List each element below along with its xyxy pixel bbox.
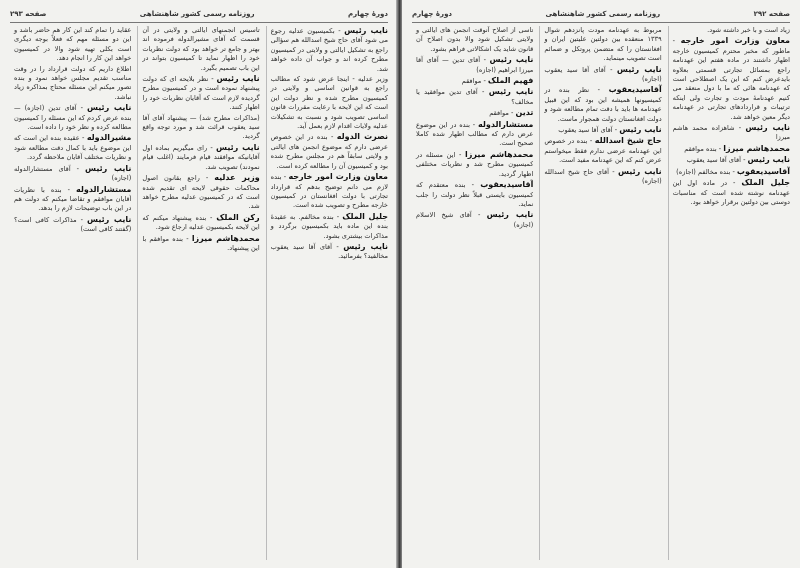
paragraph-text: (مذاکرات مطرح شد) — پیشنهاد آقای آقا سید یعقوب قرائت شد و مورد توجه واقع گردید. — [142, 113, 260, 141]
paragraph — [544, 26, 661, 64]
paragraph-text: بنده در این خصوص عرضی دارم که موضوع انجمن های ایالتی و ولایتی سابقاً هم در مجلس مطرح شده بود و کمیسیون آن را مطالعه کرده است. — [270, 133, 388, 170]
paragraph: رکن الملک - بنده پیشنهاد میکنم که این لایحه بکمیسیون عدلیه ارجاع شود. — [142, 212, 260, 232]
paragraph-text: مربوط به عهدنامه مودت پانزدهم شوال ۱۳۳۹ منعقده بین دولتین علیتین ایران و افغانستان را که متضمن پروتکل و ضمائم است تصویب مینماید. — [544, 26, 662, 63]
paragraph — [142, 114, 259, 142]
paragraph-text: بنده معتقدم که کمیسیون بایستی قبلاً نظر دولت را جلب نماید. — [416, 181, 534, 208]
speaker-name: مستشارالدوله — [76, 184, 132, 194]
speaker-name: نایب رئیس — [618, 166, 662, 176]
paragraph: نایب رئیس - نظر بلایحه ای که دولت پیشنهاد نموده است و در کمیسیون مطرح گردیده لازم است که آقایان نظریات خود را اظهار کنند. — [142, 74, 260, 112]
paragraph: نایب رئیس - آقای تدین (اجازه) — بنده عرض کردم که این مسئله را کمیسیون مطالعه کرده و نظر خود را داده است. — [14, 103, 132, 132]
paragraph-text: نظر بلایحه ای که دولت پیشنهاد نموده است و در کمیسیون مطرح گردیده لازم است که آقایان نظریات خود را اظهار کنند. — [142, 75, 260, 112]
paragraph-text: آقای شیخ الاسلام (اجازه) — [416, 211, 534, 229]
text-column — [668, 26, 790, 560]
paragraph-text: اطلاع داریم که دولت قرارداد را در وقت مناسب تقدیم مجلس خواهد نمود و بنده تصور میکنم این مسئله محتاج بمذاکره زیاد نباشد. — [14, 64, 132, 101]
paragraph: مشیرالدوله - عقیده بنده این است که این موضوع باید با کمال دقت مطالعه شود و نظریات مختلف آقایان ملاحظه گردد. — [14, 133, 132, 162]
speaker-name: محمدهاشم میرزا — [191, 233, 260, 243]
paragraph: محمدهاشم میرزا - بنده موافقم — [684, 143, 790, 153]
paragraph-text: این مسئله در کمیسیون مطرح شد و نظریات مختلفی اظهار گردید. — [416, 150, 534, 178]
speaker-name: آقاسیدیعقوب — [736, 166, 790, 176]
paragraph-text: وزیر عدلیه - اینجا عرض شود که مطالب راجع به قوانین اساسی و ولایتی در کمیسیون مطرح شده و نظر دولت این است که این لایحه با رعایت مقررات قانون اساسی تصویب شود و نسبت به تشکیلات عدلیه ولایات اقدام لازم بعمل آید. — [270, 75, 388, 131]
paragraph-text: موافقم — [489, 109, 509, 118]
paragraph: معاون وزارت امور خارجه - بنده لازم می دانم توضیح بدهم که قرارداد تجارتی با دولت افغانستان در کمیسیون خارجه مطرح و تصویب شده است. — [270, 172, 388, 210]
paragraph: نصرت الدوله - بنده در این خصوص عرضی دارم که موضوع انجمن های ایالتی و ولایتی سابقاً هم در مجلس مطرح شده بود و کمیسیون آن را مطالعه کرده است. — [270, 132, 388, 170]
paragraph-text: بنده مخالفم. به عقیدهٔ بنده این ماده باید بکمیسیون برگردد و مذاکرات بیشتری بشود. — [270, 212, 388, 240]
paragraph — [14, 65, 131, 103]
session-label: دورهٔ چهارم — [348, 10, 388, 18]
speaker-name: نصرت الدوله — [336, 132, 388, 142]
paragraph-text: بنده مخالفم (اجازه) — [676, 167, 731, 176]
speaker-name: نایب رئیس — [486, 210, 534, 220]
speaker-name: حاج شیخ اسدالله — [594, 136, 662, 146]
speaker-name: نایب رئیس — [343, 241, 388, 251]
paragraph-text: بنده با نظریات آقایان موافقم و تقاضا میکنم که دولت هم در این باب توضیحات لازم را بدهد. — [14, 185, 132, 213]
speaker-name: نایب رئیس — [344, 26, 388, 35]
paragraph-text: شاهزاده محمد هاشم میرزا — [672, 124, 790, 142]
paragraph: نایب رئیس - بکمیسیون عدلیه رجوع می شود آقای حاج شیخ اسدالله هم سؤالی راجع به تشکیل ایالتی و ولایتی در کمیسیون مطرح کرده اند و جواب آن داده خواهد شد. — [270, 26, 388, 73]
paragraph: نایب رئیس - آقای شیخ الاسلام (اجازه) — [416, 210, 534, 229]
paragraph: آقاسیدیعقوب - بنده مخالفم (اجازه) — [676, 166, 790, 176]
paragraph: نایب رئیس - مذاکرات کافی است؟ (گفتند کافی است) — [14, 214, 132, 234]
paragraph-text: آقای تدین — آقای آقا میرزا ابراهیم (اجازه) — [416, 56, 534, 74]
paragraph-text: بنده موافقم با این پیشنهاد. — [142, 234, 260, 252]
paragraph: نایب رئیس - رای میگیریم بماده اول آقایانیکه موافقند قیام فرمایند (اغلب قیام نمودند) تصویب شد. — [142, 142, 260, 171]
speaker-name: وزیر عدلیه — [214, 173, 260, 183]
text-column — [539, 26, 661, 560]
speaker-name: مشیرالدوله — [86, 133, 132, 143]
speaker-name: آقاسیدیعقوب — [480, 180, 534, 190]
page-number: صفحه ۲۹۳ — [10, 10, 47, 18]
paragraph-text: موافقم — [461, 77, 482, 86]
speaker-name: نایب رئیس — [619, 125, 662, 135]
columns — [412, 26, 790, 560]
paragraph-text: بنده لازم می دانم توضیح بدهم که قرارداد تجارتی با دولت افغانستان در کمیسیون خارجه مطرح و تصویب شده است. — [270, 173, 388, 210]
paragraph-text: بنده پیشنهاد میکنم که این لایحه بکمیسیون عدلیه ارجاع شود. — [142, 213, 260, 232]
speaker-name: نایب رئیس — [747, 155, 790, 165]
paragraph-text: آقای آقا سید یعقوب — [558, 126, 613, 135]
paragraph-text: مذاکرات کافی است؟ (گفتند کافی است) — [14, 215, 132, 234]
paragraph-text: آقای آقا سید یعقوب (اجازه) — [544, 65, 662, 84]
paragraph-text: بنده موافقم — [684, 144, 717, 153]
paragraph: محمدهاشم میرزا - این مسئله در کمیسیون مطرح شد و نظریات مختلفی اظهار گردید. — [416, 149, 534, 178]
paragraph: مستشارالدوله - بنده با نظریات آقایان موافقم و تقاضا میکنم که دولت هم در این باب توضیحات لازم را بدهد. — [14, 184, 132, 213]
paragraph-text: تاسی از اصلاح آنوقت انجمن های ایالتی و ولایتی تشکیل شود والا بدون اصلاح آن قانون شاید یک اشکالاتی فراهم بشود. — [416, 26, 534, 53]
paragraph-text: عقاید را تمام کند این کار هم حاضر باشد و این دو مسئله مهم که فعلاً بوجه دیگری است بکلی تهیه شود والا در کمیسیون خواهد این کار را انجام دهد. — [14, 26, 132, 63]
paragraph: نایب رئیس - آقای مستشارالدوله (اجازه) — [14, 163, 132, 183]
speaker-name: نایب رئیس — [86, 103, 132, 113]
paragraph: وزیر عدلیه - راجع بقانون اصول محاکمات حقوقی لایحه ای تقدیم شده است که در کمیسیون عدلیه مطرح خواهد شد. — [142, 173, 260, 211]
paragraph: معاون وزارت امور خارجه - ماطور که مخبر محترم کمیسیون خارجه اظهار داشتند در ماده هفتم این عهدنامه راجع بمسائل تجارتی قسمتی بعلاوه بایدعرض کنم که این یک اصطلاحی است که عهدنامه هائی که ما با دول منعقد می کنیم عهدنامهٔ مودت و تجارت ولی اینکه ترتیبات و قراردادهای تجارتی در عهدنامه دیگر معین خواهد شد. — [672, 36, 790, 121]
speaker-name: نایب رئیس — [216, 74, 260, 84]
paragraph: تدین - موافقم — [489, 108, 534, 118]
speaker-name: معاون وزارت امور خارجه — [288, 172, 388, 182]
speaker-name: رکن الملک — [216, 212, 260, 222]
speaker-name: آقاسیدیعقوب — [608, 85, 662, 95]
paragraph-text: آقای آقا سید یعقوب — [686, 156, 741, 165]
text-column — [10, 26, 131, 560]
paragraph: فهیم الملک - موافقم — [461, 76, 534, 86]
text-column — [266, 26, 388, 560]
journal-title: روزنامه رسمی کشور شاهنشاهی — [139, 10, 255, 18]
page-header — [10, 8, 388, 23]
paragraph-text: بکمیسیون عدلیه رجوع می شود آقای حاج شیخ اسدالله هم سؤالی راجع به تشکیل ایالتی و ولایتی در کمیسیون مطرح کرده اند و جواب آن داده خواهد شد. — [270, 27, 388, 73]
speaker-name: محمدهاشم میرزا — [465, 149, 534, 159]
paragraph-text: رای میگیریم بماده اول آقایانیکه موافقند قیام فرمایند (اغلب قیام نمودند) تصویب شد. — [142, 143, 260, 171]
paragraph: نایب رئیس - آقای آقا سید یعقوب — [558, 125, 662, 135]
paragraph: نایب رئیس - آقای حاج شیخ اسدالله (اجازه) — [544, 166, 662, 186]
paragraph: حاج شیخ اسدالله - بنده در خصوص این عهدنامه عرضی ندارم فقط میخواستم عرض کنم که این عهدنامه مفید است. — [544, 136, 662, 165]
left-page — [0, 0, 398, 568]
paragraph: آقاسیدیعقوب - بنده معتقدم که کمیسیون بایستی قبلاً نظر دولت را جلب نماید. — [416, 180, 534, 208]
speaker-name: معاون وزارت امور خارجه — [680, 36, 790, 46]
speaker-name: نایب رئیس — [85, 163, 132, 173]
paragraph-text: آقای تدین موافقید یا مخالف؟ — [416, 88, 534, 106]
paragraph-text: نظر بنده در کمیسیونها همیشه این بود که این قبیل عهدنامه ها باید با دقت تمام مطالعه شود و دولت افغانستان دولت همجوار ماست. — [544, 86, 662, 123]
text-column — [412, 26, 533, 560]
paragraph-text: آقای تدین (اجازه) — بنده عرض کردم که این مسئله را کمیسیون مطالعه کرده و نظر خود را داده است. — [14, 104, 132, 132]
paragraph: جلیل الملک - در ماده اول این عهدنامه نوشته شده است که مناسبات دوستی بین دولتین برقرار خواهد بود. — [672, 178, 790, 206]
paragraph — [673, 26, 790, 35]
paragraph: آقاسیدیعقوب - نظر بنده در کمیسیونها همیشه این بود که این قبیل عهدنامه ها باید با دقت تمام مطالعه شود و دولت افغانستان دولت همجوار ماست. — [544, 85, 662, 123]
right-page — [402, 0, 800, 568]
paragraph — [416, 26, 533, 54]
paragraph-text: ماطور که مخبر محترم کمیسیون خارجه اظهار داشتند در ماده هفتم این عهدنامه راجع بمسائل تجارتی قسمتی بعلاوه بایدعرض کنم که این یک اصطلاحی است که عهدنامه هائی که ما با دول منعقد می کنیم عهدنامهٔ مودت و تجارت ولی اینکه ترتیبات و قراردادهای تجارتی در عهدنامه دیگر معین خواهد شد. — [672, 46, 790, 121]
page-number: صفحه ۲۹۲ — [753, 10, 790, 18]
paragraph-text: بنده در این موضوع عرض دارم که مطالب اظهار شده کاملا صحیح است. — [416, 120, 534, 148]
paragraph — [271, 75, 388, 131]
journal-title: روزنامه رسمی کشور شاهنشاهی — [545, 10, 661, 18]
speaker-name: مستشارالدوله — [478, 119, 534, 129]
paragraph-text: عقیده بنده این است که این موضوع باید با کمال دقت مطالعه شود و نظریات مختلف آقایان ملاحظه گردد. — [14, 134, 132, 162]
paragraph-text: تاسیس انجمنهای ایالتی و ولایتی در آن قسمت که آقای مشیرالدوله فرموده اند بهتر و جامع تر خواهد بود که دولت نظریات خود را اظهار نماید تا کمیسیون بتواند در این باب تصمیم بگیرد. — [142, 26, 260, 72]
paragraph: نایب رئیس - آقای آقا سید یعقوب مخالفید؟ بفرمائید. — [270, 241, 388, 261]
speaker-name: فهیم الملک — [487, 76, 534, 86]
paragraph: نایب رئیس - شاهزاده محمد هاشم میرزا — [672, 123, 790, 142]
speaker-name: تدین — [515, 108, 534, 118]
speaker-name: نایب رئیس — [488, 87, 534, 97]
paragraph-text: در ماده اول این عهدنامه نوشته شده است که مناسبات دوستی بین دولتین برقرار خواهد بود. — [672, 179, 790, 206]
paragraph-text: آقای حاج شیخ اسدالله (اجازه) — [544, 167, 662, 186]
paragraph-text: بنده در خصوص این عهدنامه عرضی ندارم فقط میخواستم عرض کنم که این عهدنامه مفید است. — [544, 137, 662, 165]
speaker-name: نایب رئیس — [616, 64, 662, 74]
paragraph-text: راجع بقانون اصول محاکمات حقوقی لایحه ای تقدیم شده است که در کمیسیون عدلیه مطرح خواهد شد. — [142, 174, 260, 211]
speaker-name: جلیل الملک — [741, 178, 790, 188]
page-header — [412, 8, 790, 23]
paragraph: نایب رئیس - آقای تدین موافقید یا مخالف؟ — [416, 87, 534, 106]
paragraph — [142, 26, 259, 73]
session-label: دورهٔ چهارم — [412, 10, 453, 18]
speaker-name: نایب رئیس — [745, 123, 790, 133]
paragraph-text: آقای آقا سید یعقوب مخالفید؟ بفرمائید. — [270, 242, 388, 261]
speaker-name: محمدهاشم میرزا — [723, 143, 790, 153]
speaker-name: نایب رئیس — [87, 214, 132, 224]
paragraph-text: زیاد است و با خبر داشته شود. — [707, 26, 790, 34]
paragraph-text: آقای مستشارالدوله (اجازه) — [14, 164, 132, 183]
paragraph: نایب رئیس - آقای آقا سید یعقوب (اجازه) — [544, 64, 662, 84]
columns — [10, 26, 388, 560]
paragraph: مستشارالدوله - بنده در این موضوع عرض دارم که مطالب اظهار شده کاملا صحیح است. — [416, 119, 534, 148]
paragraph: نایب رئیس - آقای تدین — آقای آقا میرزا ابراهیم (اجازه) — [416, 55, 534, 74]
speaker-name: جلیل الملک — [342, 211, 388, 221]
speaker-name: نایب رئیس — [489, 55, 534, 65]
paragraph: جلیل الملک - بنده مخالفم. به عقیدهٔ بنده این ماده باید بکمیسیون برگردد و مذاکرات بیشتری بشود. — [270, 211, 388, 240]
paragraph: محمدهاشم میرزا - بنده موافقم با این پیشنهاد. — [142, 233, 260, 252]
text-column — [137, 26, 259, 560]
paragraph — [14, 26, 131, 64]
paragraph: نایب رئیس - آقای آقا سید یعقوب — [686, 155, 790, 165]
speaker-name: نایب رئیس — [216, 142, 260, 152]
